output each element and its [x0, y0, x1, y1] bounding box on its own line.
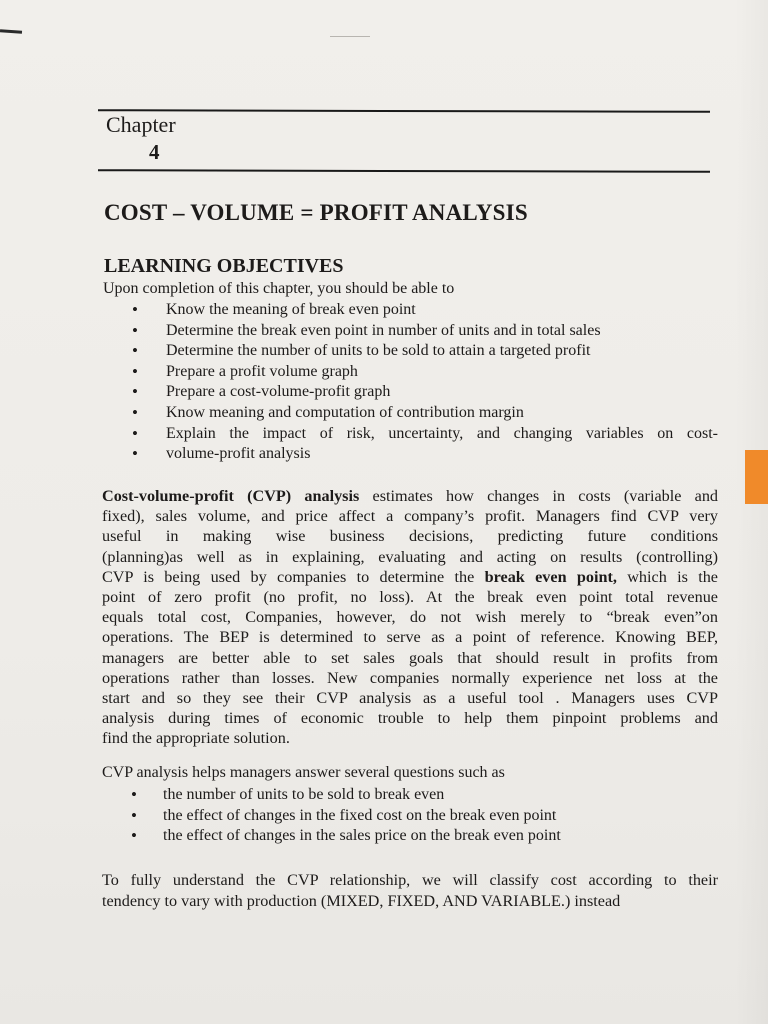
list-item-continuation: • volume-profit analysis	[128, 444, 718, 465]
list-item: • the effect of changes in the fixed cost on the break even point	[127, 806, 561, 827]
page-edge-shadow	[735, 0, 768, 1024]
list-item: • Know the meaning of break even point	[128, 300, 718, 321]
list-item: • Prepare a profit volume graph	[128, 362, 718, 383]
paragraph-line: equals total cost, Companies, however, do not wish merely to “break even”on	[102, 608, 718, 627]
list-item: • Know meaning and computation of contribution margin	[128, 403, 718, 424]
paragraph-line: To fully understand the CVP relationship, we will classify cost according to their	[102, 871, 718, 889]
list-item: • Determine the number of units to be sold to attain a targeted profit	[128, 341, 718, 362]
objectives-intro: Upon completion of this chapter, you should be able to	[103, 280, 455, 297]
closing-paragraph	[102, 870, 718, 911]
paragraph-line: fixed), sales volume, and price affect a company’s profit. Managers find CVP very	[102, 507, 718, 526]
scan-mark	[0, 29, 22, 34]
page-title: COST – VOLUME = PROFIT ANALYSIS	[104, 200, 528, 225]
header-rule-bottom	[98, 169, 710, 173]
chapter-label: Chapter	[106, 112, 176, 137]
paragraph-line: start and so they see their CVP analysis as a useful tool . Managers uses CVP	[102, 689, 718, 708]
paragraph-line: find the appropriate solution.	[102, 729, 290, 748]
bleed-through-mark	[330, 36, 370, 37]
paragraph-line: operations rather than losses. New companies normally experience net loss at the	[102, 668, 718, 687]
paragraph-line: managers are better able to set sales goals that should result in profits from	[102, 648, 718, 667]
chapter-number: 4	[149, 140, 160, 164]
break-even-term: break even point,	[484, 567, 617, 586]
list-item-line: Explain the impact of risk, uncertainty, and changing variables on cost-	[166, 424, 718, 442]
paragraph-line: (planning)as well as in explaining, evaluating and acting on results (controlling)	[102, 547, 718, 566]
list-item	[128, 424, 718, 445]
text-run: estimates how changes in costs (variable and	[359, 487, 719, 505]
paragraph-line: tendency to vary with production (MIXED, FIXED, AND VARIABLE.) instead	[102, 891, 621, 910]
orange-page-tab	[745, 450, 768, 504]
paragraph-line: point of zero profit (no profit, no loss). At the break even point total revenue	[102, 588, 718, 607]
cvp-term: Cost-volume-profit (CVP) analysis	[102, 487, 360, 505]
text-run: CVP is being used by companies to determine the	[102, 567, 485, 586]
list-item: • Prepare a cost-volume-profit graph	[128, 382, 718, 403]
list-item: • Determine the break even point in number of units and in total sales	[128, 321, 718, 342]
paragraph-line: useful in making wise business decisions, predicting future conditions	[102, 527, 718, 546]
cvp-paragraph	[102, 486, 718, 749]
questions-list	[127, 785, 561, 847]
paragraph-line	[102, 567, 718, 587]
objectives-heading: LEARNING OBJECTIVES	[104, 255, 344, 277]
list-item: • the effect of changes in the sales price on the break even point	[127, 826, 561, 847]
list-item: • the number of units to be sold to break even	[127, 785, 561, 806]
text-run: which is the	[616, 567, 718, 586]
paragraph-line: operations. The BEP is determined to serve as a point of reference. Knowing BEP,	[102, 628, 718, 647]
objectives-list	[128, 300, 718, 465]
questions-intro: CVP analysis helps managers answer several questions such as	[102, 764, 505, 781]
paragraph-line: analysis during times of economic trouble to help them pinpoint problems and	[102, 709, 718, 728]
paragraph-line	[102, 486, 718, 506]
header-rule-top	[98, 109, 710, 113]
